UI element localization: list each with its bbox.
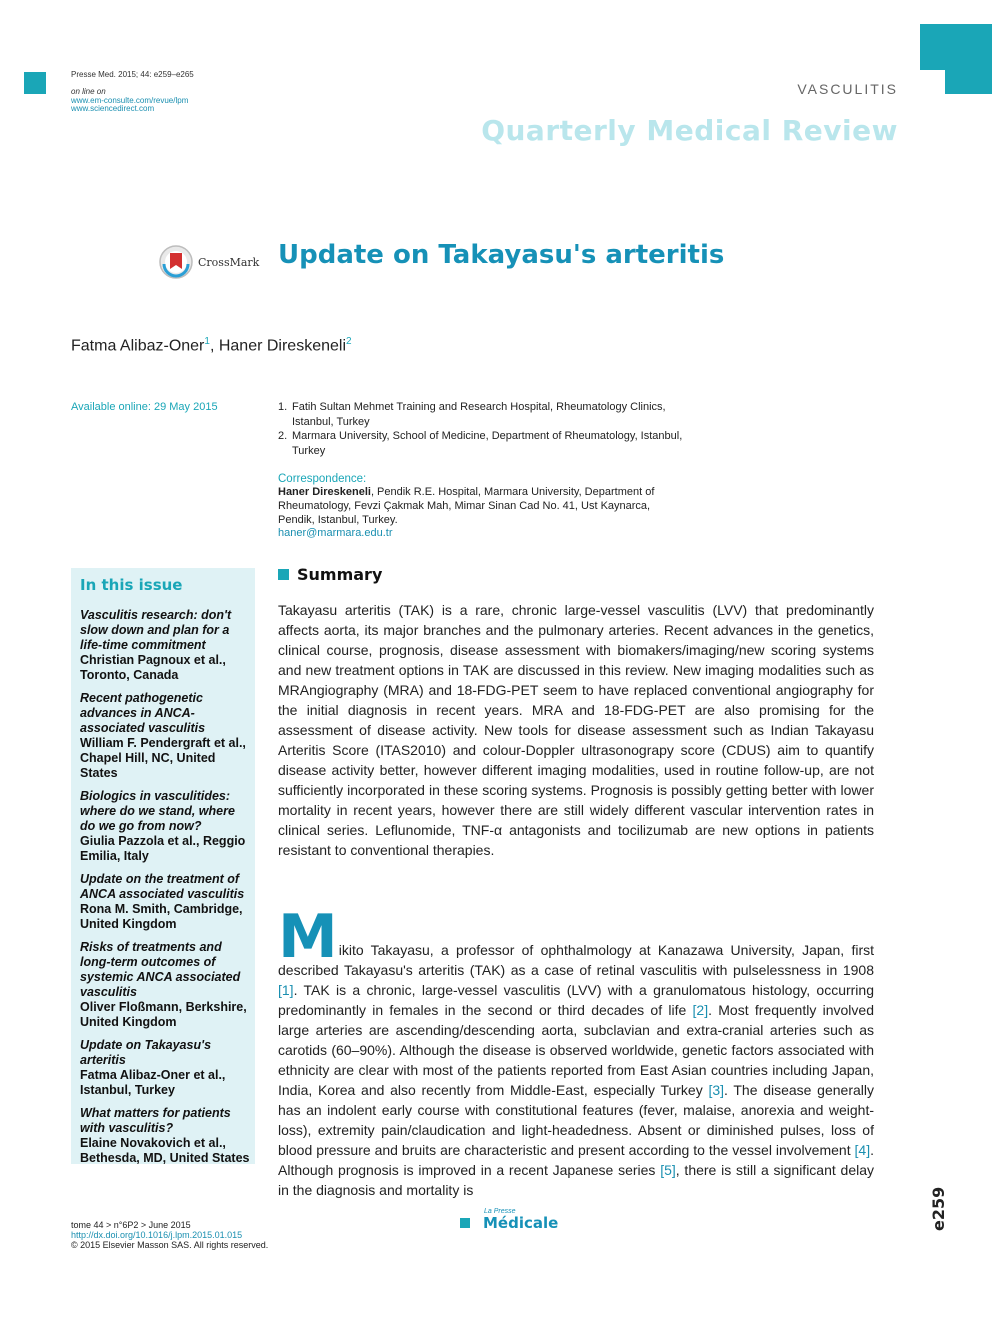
brand-top-text: La Presse <box>484 1208 516 1215</box>
sidebar-list <box>80 608 250 1174</box>
available-online-date: Available online: 29 May 2015 <box>71 401 218 413</box>
crossmark-label: CrossMark <box>198 255 260 269</box>
sciencedirect-link[interactable]: www.sciencedirect.com <box>71 104 155 113</box>
sidebar-item[interactable]: Biologics in vasculitides: where do we stand, where do we go from now? Giulia Pazzola et al., Reggio Emilia, Italy <box>80 789 246 863</box>
reference-link[interactable]: [2] <box>692 1002 709 1018</box>
author-list <box>71 336 352 355</box>
brand-name: Médicale <box>483 1214 559 1232</box>
journal-citation: Presse Med. 2015; 44: e259–e265 <box>71 70 194 79</box>
footer-doi-link[interactable]: http://dx.doi.org/10.1016/j.lpm.2015.01.015 <box>71 1230 243 1240</box>
footer-copyright: © 2015 Elsevier Masson SAS. All rights reserved. <box>71 1240 269 1250</box>
body-paragraph: M ikito Takayasu, a professor of ophthalmology at Kanazawa University, Japan, first described Takayasu's arteritis (TAK) as a case of retinal vasculitis with pulselessness in 1908 [1]. TAK is a chronic, large-vessel vasculitis (LVV) with a granulomatous histology, occurring predominantly in females in the second or third decades of life [2]. Most frequently involved large arteries are ascending/descending aorta, subclavian and extra-cranial arteries such as carotids (60–90%). Although the disease is observed worldwide, genetic factors associated with ethnicity are clear with most of the patients reported from East Asian countries including Japan, India, Korea and also recently from Middle-East, especially Turkey [3]. The disease generally has an indolent early course with constitutional features (fever, malaise, anorexia and weight-loss), extremity pain/claudication and light-headedness. Absent or diminished pulses, loss of blood pressure and bruits are characteristic and present according to the vessel involvement [4]. Although prognosis is improved in a recent Japanese series [5], there is still a significant delay in the diagnosis and mortality is <box>278 902 875 1198</box>
in-this-issue-sidebar <box>71 568 255 1164</box>
correspondence-address: Haner Direskeneli, Pendik R.E. Hospital, Marmara University, Department of Rheumatology, Fevzi Çakmak Mah, Mimar Sinan Cad No. 41, Ust Kaynarca, Pendik, Istanbul, Turkey. <box>278 486 655 526</box>
section-tag: VASCULITIS <box>797 81 898 97</box>
reference-link[interactable]: [3] <box>708 1082 725 1098</box>
sidebar-item[interactable]: What matters for patients with vasculitis? Elaine Novakovich et al., Bethesda, MD, United States <box>80 1106 250 1165</box>
crossmark-icon <box>158 244 194 280</box>
reference-link[interactable]: [4] <box>854 1142 871 1158</box>
author-1: Fatma Alibaz-Oner <box>71 337 205 355</box>
author-2-affil: 2 <box>346 336 352 347</box>
crossmark-badge[interactable] <box>158 244 258 280</box>
brand-square-icon <box>460 1218 470 1228</box>
em-consulte-link[interactable]: www.em-consulte.com/revue/lpm <box>71 96 189 105</box>
journal-brand-logo <box>460 1208 570 1232</box>
sidebar-item[interactable]: Update on Takayasu's arteritis Fatma Alibaz-Oner et al., Istanbul, Turkey <box>80 1038 226 1097</box>
dropcap-letter: M <box>278 902 338 972</box>
author-separator: , <box>209 337 219 355</box>
reference-link[interactable]: [5] <box>660 1162 676 1178</box>
summary-bullet-icon <box>278 569 289 580</box>
sidebar-item[interactable]: Update on the treatment of ANCA associated vasculitis Rona M. Smith, Cambridge, United Kingdom <box>80 872 245 931</box>
sidebar-item[interactable]: Risks of treatments and long-term outcomes of systemic ANCA associated vasculitis Oliver Floßmann, Berkshire, United Kingdom <box>80 940 247 1029</box>
affiliation-1: 1. Fatih Sultan Mehmet Training and Research Hospital, Rheumatology Clinics, Istanbul, Turkey <box>278 401 666 428</box>
author-1-affil: 1 <box>204 336 210 347</box>
reference-link[interactable]: [1] <box>278 982 294 998</box>
affiliation-2: 2. Marmara University, School of Medicine, Department of Rheumatology, Istanbul, Turkey <box>278 430 683 457</box>
affiliations <box>278 400 688 458</box>
footer-issue: tome 44 > n°6P2 > June 2015 <box>71 1220 191 1230</box>
summary-heading: Summary <box>297 565 383 584</box>
page-number: e259 <box>929 1186 948 1231</box>
correspondence-block <box>278 473 688 539</box>
correspondence-email[interactable]: haner@marmara.edu.tr <box>278 527 393 539</box>
correspondence-heading: Correspondence: <box>278 473 367 485</box>
header-right-block-top <box>920 24 992 70</box>
sidebar-item[interactable]: Vasculitis research: don't slow down and plan for a life-time commitment Christian Pagnoux et al., Toronto, Canada <box>80 608 232 682</box>
header-right-block-bottom <box>945 70 992 94</box>
author-2: Haner Direskeneli <box>218 337 347 355</box>
sidebar-heading: In this issue <box>80 576 183 594</box>
correspondence-name: Haner Direskeneli <box>278 486 371 498</box>
sidebar-item[interactable]: Recent pathogenetic advances in ANCA-associated vasculitis William F. Pendergraft et al., Chapel Hill, NC, United States <box>80 691 246 780</box>
online-on-label: on line on <box>71 87 106 96</box>
series-title: Quarterly Medical Review <box>481 114 898 147</box>
header-corner-square <box>24 72 46 94</box>
summary-text: Takayasu arteritis (TAK) is a rare, chronic large-vessel vasculitis (LVV) that predominantly affects aorta, its major branches and the pulmonary arteries. Recent advances in the genetics, clinical course, prognosis, disease assessment with biomakers/imaging/new scoring systems and new treatment options in TAK are discussed in this review. New imaging modalities such as MRAngiography (MRA) and 18-FDG-PET seem to have replaced conventional angiography for the initial diagnosis in recent years. MRA and 18-FDG-PET are also promising for the assessment of disease activity. New tools for disease assessment such as Indian Takayasu Arteritis Score (ITAS2010) and colour-Doppler ultrasonograpy score (CDUS) aim to quantify disease activity better, however different imaging modalities, used in routine follow-up, are not sufficiently incorporated in these scoring systems. Prognosis is possibly getting better with lower mortality in recent years, however there are still widely different vascular intervention rates in clinical series. Leflunomide, TNF-α antagonists and tocilizumab are new options in patients resistant to conventional therapies. <box>278 602 874 858</box>
article-title: Update on Takayasu's arteritis <box>278 240 725 270</box>
